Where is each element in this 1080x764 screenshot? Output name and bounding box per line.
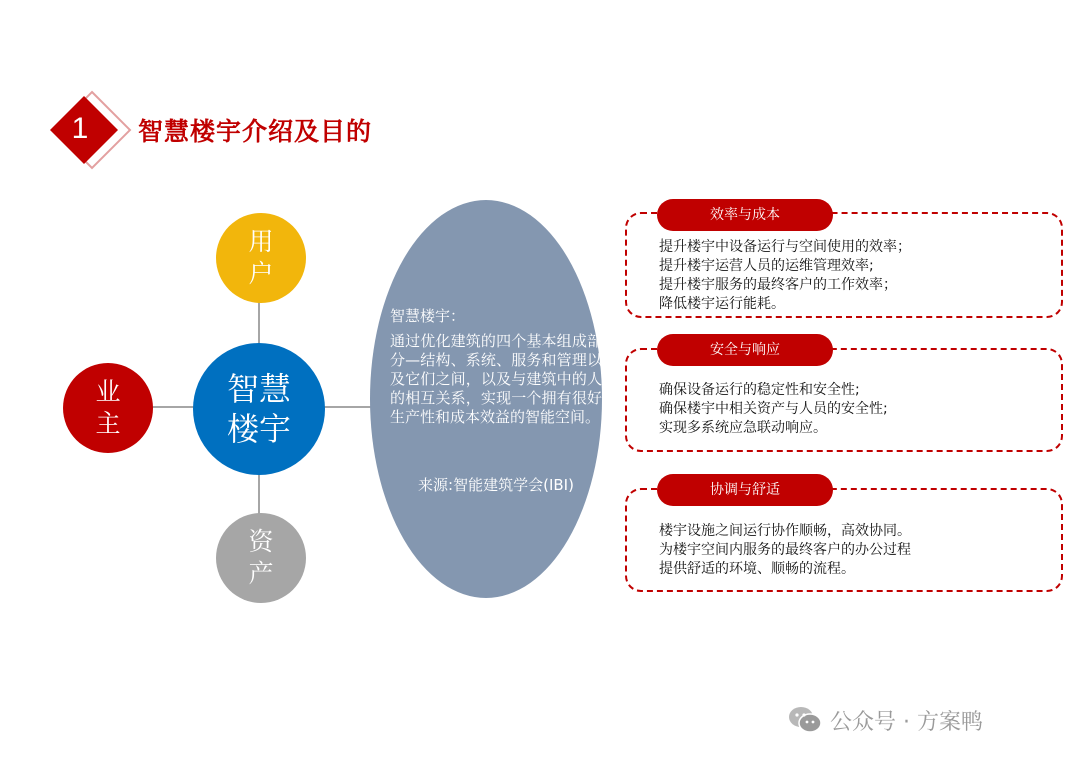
goal-lines-safety [659,381,1059,438]
goal-line: 提升楼宇服务的最终客户的工作效率； [659,277,897,293]
section-number: 1 [71,112,89,145]
page-title: 智慧楼宇介绍及目的 [138,117,373,146]
smart-building-label: 智慧 楼宇 [226,370,291,448]
wechat-icon [788,705,822,735]
goal-line: 为楼宇空间内服务的最终客户的办公过程 [659,542,911,558]
goal-line: 楼宇设施之间运行协作顺畅，高效协同。 [659,523,911,539]
goal-line: 确保设备运行的稳定性和安全性; [659,382,860,398]
goal-line: 降低楼宇运行能耗。 [659,296,785,312]
definition-source: 来源:智能建筑学会(IBI) [418,476,574,494]
asset-node-label: 资 产 [248,527,274,588]
goal-label-safety: 安全与响应 [657,334,833,366]
owner-node-label: 业 主 [95,377,121,438]
goal-line: 提升楼宇中设备运行与空间使用的效率； [659,239,911,255]
definition-body: 通过优化建筑的四个基本组成部分—结构、系统、服务和管理以及它们之间，以及与建筑中的人的相互关系，实现一个拥有很好生产性和成本效益的智能空间。 [390,332,602,426]
goal-label-efficiency: 效率与成本 [657,199,833,231]
goal-label-comfort: 协调与舒适 [657,474,833,506]
goal-lines-comfort [659,522,1059,579]
goal-lines-efficiency [659,238,1059,314]
watermark [788,700,983,740]
watermark-text: 公众号 · 方案鸭 [830,709,983,735]
goal-line: 实现多系统应急联动响应。 [659,420,827,436]
owner-node [63,363,153,453]
smart-building-node [193,343,325,475]
asset-node [216,513,306,603]
goal-line: 确保楼宇中相关资产与人员的安全性; [659,401,888,417]
goal-line: 提供舒适的环境、顺畅的流程。 [659,561,855,577]
goal-line: 提升楼宇运营人员的运维管理效率; [659,258,874,274]
user-node-label: 用 户 [248,227,274,288]
user-node [216,213,306,303]
definition-title: 智慧楼宇： [390,307,466,325]
